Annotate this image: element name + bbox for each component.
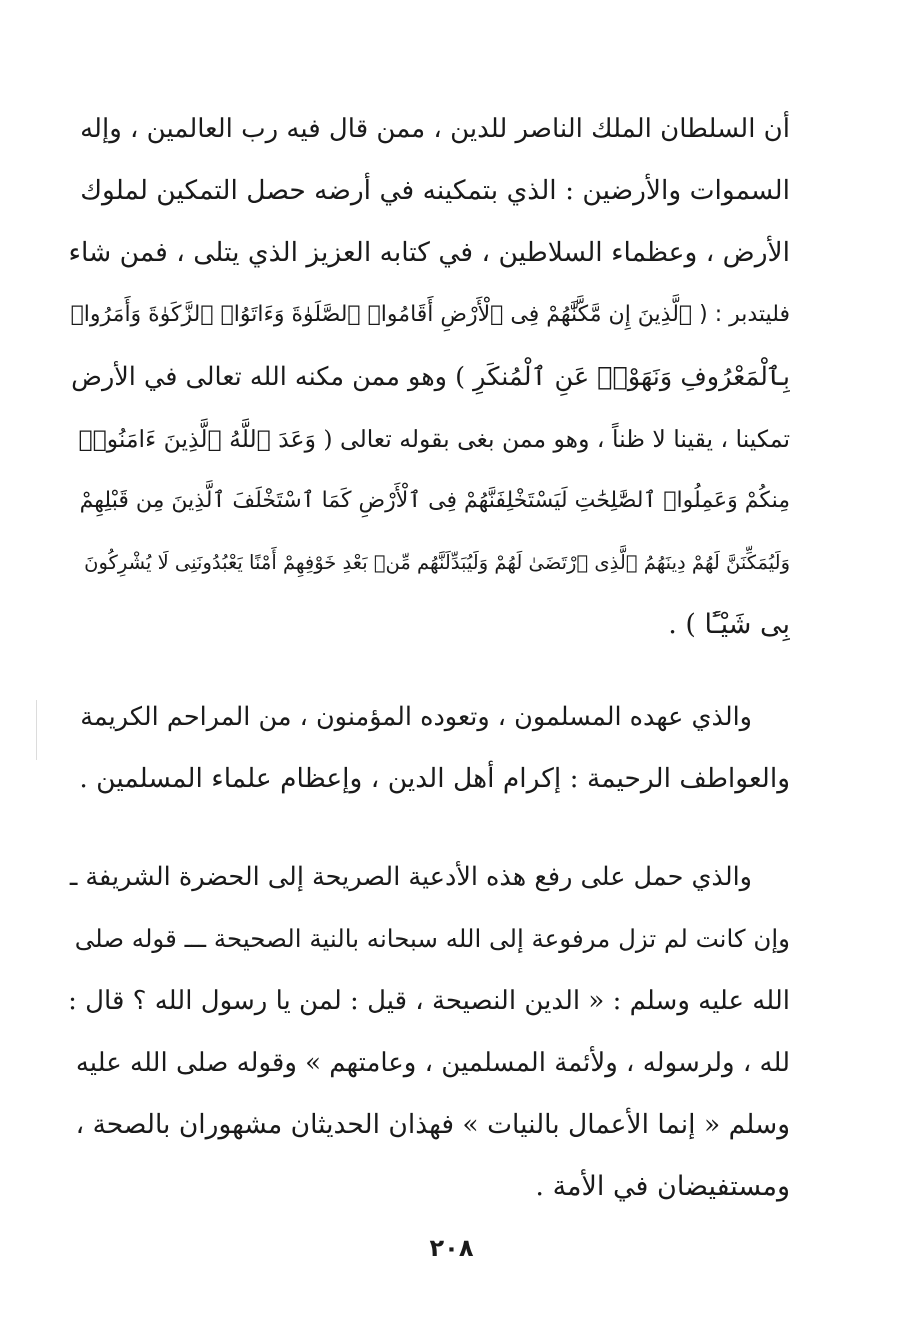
text-line: أن السلطان الملك الناصر للدين ، ممن قال فيه رب العالمين ، وإله <box>80 114 790 144</box>
text-line: والذي حمل على رفع هذه الأدعية الصريحة إلى الحضرة الشريفة ـ <box>69 862 752 892</box>
text-line-quran: وَلَيُمَكِّنَنَّ لَهُمْ دِينَهُمُ ٱلَّذِى ٱرْتَضَىٰ لَهُمْ وَلَيُبَدِّلَنَّهُم مِّنۢ بَعْدِ خَوْفِهِمْ أَمْنًا يَعْبُدُونَنِى لَا يُشْرِكُونَ <box>84 551 790 574</box>
scan-margin-mark <box>36 700 37 760</box>
text-line: لله ، ولرسوله ، ولأئمة المسلمين ، وعامتهم » وقوله صلى الله عليه <box>75 1048 790 1078</box>
text-line: وسلم « إنما الأعمال بالنيات » فهذان الحديثان مشهوران بالصحة ، <box>75 1109 790 1140</box>
text-line-quran: فليتدبر : ( ٱلَّذِينَ إِن مَّكَّنَّٰهُمْ فِى ٱلْأَرْضِ أَقَامُوا۟ ٱلصَّلَوٰةَ وَءَاتَوُا۟ ٱلزَّكَوٰةَ وَأَمَرُوا۟ <box>70 302 790 327</box>
page-number: ٢٠٨ <box>429 1234 474 1262</box>
text-line-quran: بِٱلْمَعْرُوفِ وَنَهَوْا۟ عَنِ ٱلْمُنكَرِ ) وهو ممن مكنه الله تعالى في الأرض <box>71 362 790 392</box>
paragraph-hadith <box>68 846 790 1218</box>
text-line-quran: مِنكُمْ وَعَمِلُوا۟ ٱلصَّٰلِحَٰتِ لَيَسْتَخْلِفَنَّهُمْ فِى ٱلْأَرْضِ كَمَا ٱسْتَخْلَفَ ٱلَّذِينَ مِن قَبْلِهِمْ <box>79 488 790 513</box>
paragraph-scholars <box>68 686 790 810</box>
text-line-quran: تمكينا ، يقينا لا ظناً ، وهو ممن بغى بقوله تعالى ( وَعَدَ ٱللَّهُ ٱلَّذِينَ ءَامَنُوا۟ <box>78 425 790 453</box>
text-line: السموات والأرضين : الذي بتمكينه في أرضه حصل التمكين لملوك <box>80 175 790 206</box>
text-line: والذي عهده المسلمون ، وتعوده المؤمنون ، من المراحم الكريمة <box>80 702 752 732</box>
paragraph-sultan <box>68 98 790 656</box>
text-line: الأرض ، وعظماء السلاطين ، في كتابه العزيز الذي يتلى ، فمن شاء <box>68 237 790 268</box>
text-line: وإن كانت لم تزل مرفوعة إلى الله سبحانه بالنية الصحيحة ـــ قوله صلى <box>74 924 790 953</box>
text-line: ومستفيضان في الأمة . <box>535 1171 790 1202</box>
text-line-quran: بِى شَيْـًٔا ) . <box>668 609 790 640</box>
text-line: والعواطف الرحيمة : إكرام أهل الدين ، وإعظام علماء المسلمين . <box>79 763 790 794</box>
text-line: الله عليه وسلم : « الدين النصيحة ، قيل : لمن يا رسول الله ؟ قال : <box>68 986 790 1016</box>
